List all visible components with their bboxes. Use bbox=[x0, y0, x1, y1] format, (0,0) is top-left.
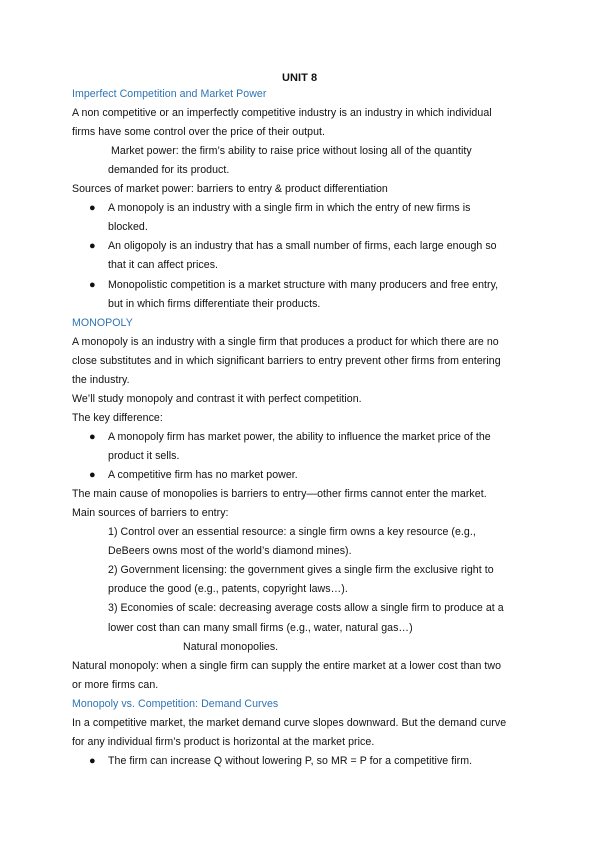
bullet-icon: ● bbox=[89, 469, 96, 481]
market-power-definition-line-2: demanded for its product. bbox=[108, 164, 230, 176]
bullet-icon: ● bbox=[89, 279, 96, 291]
bullet-icon: ● bbox=[89, 755, 96, 767]
market-power-definition-line-1: Market power: the firm’s ability to raise price without losing all of the quantity bbox=[111, 145, 472, 157]
barrier-line-4: produce the good (e.g., patents, copyright laws…). bbox=[108, 583, 348, 595]
barrier-line-5: 3) Economies of scale: decreasing average costs allow a single firm to produce at a bbox=[108, 602, 504, 614]
monopoly-definition-line-2: close substitutes and in which significant barriers to entry prevent other firms from entering bbox=[72, 355, 501, 367]
natural-monopoly-definition-line-1: Natural monopoly: when a single firm can supply the entire market at a lower cost than two bbox=[72, 660, 502, 672]
bullet-icon: ● bbox=[89, 431, 96, 443]
main-cause-line: The main cause of monopolies is barriers to entry—other firms cannot enter the market. bbox=[72, 488, 487, 500]
bullet-icon: ● bbox=[89, 240, 96, 252]
section-heading-monopoly: MONOPOLY bbox=[72, 317, 133, 329]
study-line: We’ll study monopoly and contrast it with perfect competition. bbox=[72, 393, 362, 405]
demand-text-line-2: for any individual firm’s product is horizontal at the market price. bbox=[72, 736, 375, 748]
demand-text-line-1: In a competitive market, the market demand curve slopes downward. But the demand curve bbox=[72, 717, 507, 729]
barrier-line-6: lower cost than can many small firms (e.g., water, natural gas…) bbox=[108, 622, 413, 634]
barrier-line-2: DeBeers owns most of the world’s diamond mines). bbox=[108, 545, 352, 557]
intro-line-1: A non competitive or an imperfectly competitive industry is an industry in which individual bbox=[72, 107, 492, 119]
main-sources-label: Main sources of barriers to entry: bbox=[72, 507, 229, 519]
monopoly-bullet-line-1: A monopoly is an industry with a single firm in which the entry of new firms is bbox=[108, 202, 471, 214]
monopoly-firm-bullet-line-2: product it sells. bbox=[108, 450, 180, 462]
monopoly-definition-line-3: the industry. bbox=[72, 374, 130, 386]
bullet-icon: ● bbox=[89, 202, 96, 214]
monopoly-bullet-line-2: blocked. bbox=[108, 221, 148, 233]
key-difference-label: The key difference: bbox=[72, 412, 163, 424]
monopoly-definition-line-1: A monopoly is an industry with a single firm that produces a product for which there are no bbox=[72, 336, 499, 348]
oligopoly-bullet-line-1: An oligopoly is an industry that has a small number of firms, each large enough so bbox=[108, 240, 497, 252]
intro-line-2: firms have some control over the price of their output. bbox=[72, 126, 325, 138]
competitive-firm-bullet: A competitive firm has no market power. bbox=[108, 469, 298, 481]
natural-monopolies-label: Natural monopolies. bbox=[183, 641, 279, 653]
section-heading-demand-curves: Monopoly vs. Competition: Demand Curves bbox=[72, 698, 279, 710]
page-title: UNIT 8 bbox=[282, 72, 318, 84]
barrier-line-1: 1) Control over an essential resource: a single firm owns a key resource (e.g., bbox=[108, 526, 476, 538]
monopolistic-competition-bullet-line-2: but in which firms differentiate their products. bbox=[108, 298, 321, 310]
competitive-firm-mr-bullet: The firm can increase Q without lowering P, so MR = P for a competitive firm. bbox=[108, 755, 473, 767]
monopoly-firm-bullet-line-1: A monopoly firm has market power, the ability to influence the market price of the bbox=[108, 431, 491, 443]
sources-of-market-power: Sources of market power: barriers to entry & product differentiation bbox=[72, 183, 388, 195]
barrier-line-3: 2) Government licensing: the government gives a single firm the exclusive right to bbox=[108, 564, 494, 576]
natural-monopoly-definition-line-2: or more firms can. bbox=[72, 679, 159, 691]
monopolistic-competition-bullet-line-1: Monopolistic competition is a market structure with many producers and free entry, bbox=[108, 279, 499, 291]
section-heading-imperfect-competition: Imperfect Competition and Market Power bbox=[72, 88, 267, 100]
oligopoly-bullet-line-2: that it can affect prices. bbox=[108, 259, 219, 271]
